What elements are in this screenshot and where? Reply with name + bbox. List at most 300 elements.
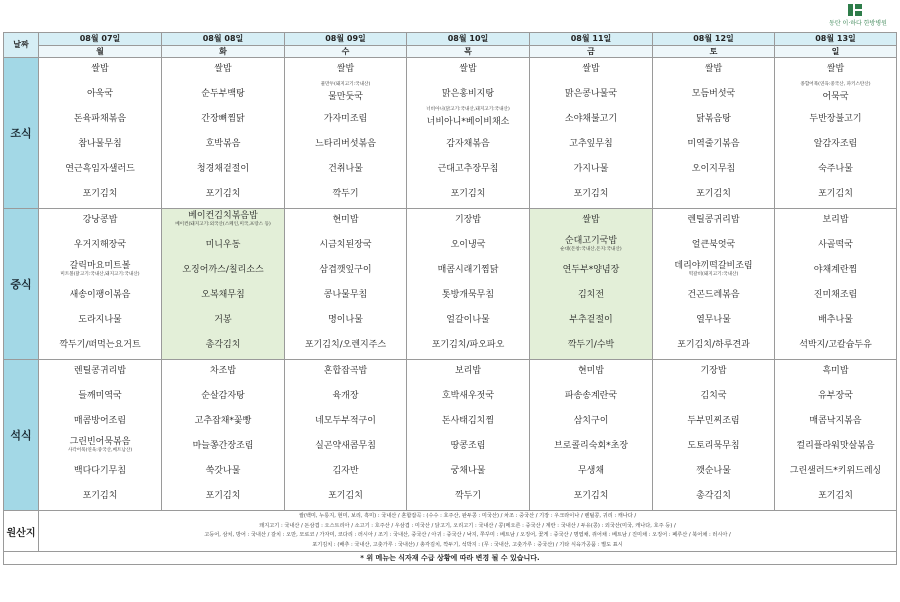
menu-item bbox=[530, 58, 652, 83]
menu-item bbox=[653, 234, 774, 259]
menu-item bbox=[285, 485, 406, 510]
dish-name: 쌀밥 bbox=[826, 64, 845, 74]
dish-name: 아욱국 bbox=[86, 89, 114, 99]
dish-name: 포기김치/오렌지주스 bbox=[304, 340, 387, 350]
menu-item bbox=[530, 309, 652, 334]
dish-name: 거봉 bbox=[214, 315, 232, 325]
dish-name: 기장밥 bbox=[454, 215, 482, 225]
menu-item bbox=[530, 334, 652, 359]
menu-item bbox=[39, 209, 161, 234]
menu-item bbox=[162, 334, 284, 359]
menu-item bbox=[407, 259, 529, 284]
dish-name: 쌀밥 bbox=[704, 64, 723, 74]
weekday-header-3: 목 bbox=[407, 46, 530, 58]
menu-item bbox=[775, 360, 896, 385]
dish-name: 미역줄기볶음 bbox=[687, 139, 740, 149]
menu-item bbox=[653, 284, 774, 309]
menu-item bbox=[775, 209, 896, 234]
dish-name: 마늘쫑간장조림 bbox=[192, 441, 254, 451]
menu-item bbox=[285, 309, 406, 334]
logo-mark-icon bbox=[848, 4, 862, 16]
menu-item bbox=[775, 485, 896, 510]
dish-origin-note: 너비아니(닭고기:국내산,돼지고기:국내산) bbox=[426, 107, 510, 112]
weekday-header-0: 월 bbox=[39, 46, 162, 58]
dish-name: 맑은홍비지탕 bbox=[441, 89, 495, 99]
menu-item bbox=[285, 385, 406, 410]
menu-item bbox=[407, 485, 529, 510]
menu-item bbox=[162, 158, 284, 183]
dish-name: 네모두부적구이 bbox=[315, 416, 376, 426]
menu-item bbox=[285, 460, 406, 485]
weekday-header-6: 일 bbox=[775, 46, 897, 58]
menu-cell bbox=[407, 58, 530, 209]
menu-item bbox=[285, 410, 406, 435]
dish-name: 우거지해장국 bbox=[73, 240, 127, 250]
menu-item bbox=[653, 209, 774, 234]
dish-name: 포기김치/파오파오 bbox=[431, 340, 505, 350]
menu-item bbox=[285, 234, 406, 259]
dish-name: 건곤드레볶음 bbox=[687, 290, 740, 300]
menu-item bbox=[407, 360, 529, 385]
dish-name: 매콤시래기찜닭 bbox=[437, 265, 499, 275]
menu-item bbox=[530, 259, 652, 284]
dish-name: 쌀밥 bbox=[336, 64, 355, 74]
dish-name: 가지나물 bbox=[573, 164, 609, 174]
dish-name: 닭볶음탕 bbox=[696, 114, 731, 124]
menu-item bbox=[653, 259, 774, 284]
dish-name: 차조밥 bbox=[209, 366, 237, 376]
menu-item bbox=[407, 83, 529, 108]
menu-item bbox=[162, 209, 284, 234]
date-header-row bbox=[4, 33, 897, 46]
menu-item bbox=[285, 83, 406, 108]
dish-name: 돈사태김치찜 bbox=[441, 416, 495, 426]
dish-name: 건취나물 bbox=[328, 164, 363, 174]
menu-item bbox=[653, 83, 774, 108]
menu-item bbox=[39, 385, 161, 410]
dish-name: 그린빈어묵볶음 bbox=[69, 437, 131, 447]
menu-item bbox=[407, 309, 529, 334]
dish-name: 쌀밥 bbox=[91, 64, 109, 74]
menu-item bbox=[653, 133, 774, 158]
dish-name: 물만둣국 bbox=[328, 92, 363, 102]
dish-name: 렌틸콩귀리밥 bbox=[687, 215, 740, 225]
dish-name: 고추잡채*꽃빵 bbox=[194, 416, 252, 426]
dish-name: 오복채무침 bbox=[201, 290, 245, 300]
menu-item bbox=[285, 209, 406, 234]
dish-name: 소야채불고기 bbox=[564, 114, 618, 124]
menu-cell bbox=[653, 360, 775, 511]
dish-name: 김치전 bbox=[577, 290, 605, 300]
menu-cell bbox=[162, 209, 285, 360]
menu-item bbox=[285, 259, 406, 284]
dish-name: 가자미조림 bbox=[323, 114, 368, 124]
menu-item bbox=[407, 435, 529, 460]
menu-item bbox=[407, 183, 529, 208]
menu-cell bbox=[162, 58, 285, 209]
menu-item bbox=[530, 83, 652, 108]
menu-item bbox=[39, 309, 161, 334]
menu-item bbox=[530, 108, 652, 133]
dish-name: 포기김치 bbox=[818, 189, 853, 199]
dish-name: 쌀밥 bbox=[582, 215, 600, 225]
menu-cell bbox=[285, 58, 407, 209]
menu-item bbox=[775, 284, 896, 309]
menu-item bbox=[39, 108, 161, 133]
notice-row bbox=[4, 552, 897, 565]
menu-item bbox=[39, 133, 161, 158]
dish-name: 쌀밥 bbox=[214, 64, 232, 74]
menu-item bbox=[162, 485, 284, 510]
menu-item bbox=[775, 234, 896, 259]
dish-name: 기장밥 bbox=[700, 366, 727, 376]
dish-name: 컬리플라워맛살볶음 bbox=[796, 441, 875, 451]
menu-item bbox=[530, 435, 652, 460]
menu-item bbox=[39, 435, 161, 460]
date-header-1: 08월 08일 bbox=[162, 33, 285, 46]
date-header-4: 08월 11일 bbox=[530, 33, 653, 46]
meal-menu-table bbox=[3, 32, 897, 565]
menu-item bbox=[39, 158, 161, 183]
dish-name: 브로콜리숙회*초장 bbox=[553, 441, 629, 451]
dish-name: 갈릭마요미트볼 bbox=[69, 261, 131, 271]
dish-name: 무생채 bbox=[577, 466, 605, 476]
dish-name: 현미밥 bbox=[577, 366, 605, 376]
dish-name: 연근흑임자샐러드 bbox=[65, 164, 135, 174]
dish-name: 베이컨김치볶음밥 bbox=[188, 211, 258, 221]
dish-name: 매콤방어조림 bbox=[73, 416, 127, 426]
dish-name: 궁채나물 bbox=[450, 466, 486, 476]
menu-item bbox=[285, 108, 406, 133]
dish-name: 매콤낙지볶음 bbox=[809, 416, 862, 426]
dish-origin-note: 미트볼(닭고기:국내산,돼지고기:국내산) bbox=[60, 272, 140, 277]
meal-label: 중식 bbox=[4, 209, 39, 360]
dish-name: 쑥갓나물 bbox=[205, 466, 241, 476]
menu-item bbox=[162, 259, 284, 284]
menu-item bbox=[39, 460, 161, 485]
menu-item bbox=[530, 410, 652, 435]
menu-item bbox=[285, 334, 406, 359]
menu-item bbox=[775, 460, 896, 485]
dish-name: 포기김치/하루견과 bbox=[677, 340, 750, 350]
dish-name: 포기김치 bbox=[818, 491, 853, 501]
origin-label: 원산지 bbox=[4, 511, 39, 552]
menu-item bbox=[530, 360, 652, 385]
dish-name: 강낭콩밥 bbox=[82, 215, 118, 225]
menu-item bbox=[407, 234, 529, 259]
dish-name: 연두부*양념장 bbox=[562, 265, 620, 275]
menu-item bbox=[653, 435, 774, 460]
dish-name: 포기김치 bbox=[573, 491, 609, 501]
dish-name: 알감자조림 bbox=[813, 139, 858, 149]
dish-origin-note: 떡갈비(돼지고기:국내산) bbox=[688, 272, 739, 277]
dish-name: 숙주나물 bbox=[818, 164, 853, 174]
dish-name: 순대고기국밥 bbox=[564, 236, 618, 246]
dish-name: 깍두기/떠먹는요거트 bbox=[59, 340, 141, 350]
menu-cell bbox=[530, 58, 653, 209]
dish-name: 호박볶음 bbox=[205, 139, 241, 149]
dish-name: 총각김치 bbox=[696, 491, 731, 501]
date-corner-label: 날짜 bbox=[4, 33, 39, 58]
origin-row bbox=[4, 511, 897, 552]
origin-line: 돼지고기 : 국내산 / 돈삼겹 : 오스트리아 / 소고기 : 호주산 / 우삼겹 : 미국산 / 닭고기, 오리고기 : 국내산 / 콩(메오른 : 중국산 / 계란 : 국내산 / 두유(콩) : 외국산(미국, 캐나다, 호주 등) / bbox=[259, 522, 676, 529]
menu-item bbox=[653, 410, 774, 435]
dish-name: 부추겉절이 bbox=[569, 315, 613, 325]
dish-name: 흑미밥 bbox=[822, 366, 849, 376]
menu-item bbox=[162, 234, 284, 259]
dish-name: 돈육파채볶음 bbox=[73, 114, 127, 124]
menu-cell bbox=[407, 360, 530, 511]
dish-origin-note: 종합어묵(연육:중국산, 파키스탄산) bbox=[800, 82, 871, 87]
menu-cell bbox=[407, 209, 530, 360]
dish-name: 포기김치 bbox=[328, 491, 363, 501]
menu-item bbox=[39, 183, 161, 208]
weekday-header-row bbox=[4, 46, 897, 58]
dish-name: 그린샐러드*키위드레싱 bbox=[789, 466, 882, 476]
weekday-header-1: 화 bbox=[162, 46, 285, 58]
dish-name: 삼치구이 bbox=[573, 416, 609, 426]
menu-item bbox=[407, 385, 529, 410]
dish-name: 석박지/고칼슘두유 bbox=[799, 340, 872, 350]
dish-name: 배추나물 bbox=[818, 315, 853, 325]
dish-name: 오이지무침 bbox=[691, 164, 736, 174]
dish-name: 김자반 bbox=[332, 466, 359, 476]
menu-item bbox=[653, 360, 774, 385]
menu-cell bbox=[39, 209, 162, 360]
origin-line: 고등어, 삼치, 방어 : 국내산 / 갈치 : 오만, 모로코 / 가자미, 코다리 : 러시아 / 조기 : 국내산, 중국산 / 아귀 : 중국산 / 낙지, 쭈꾸미 : 베트남 / 오징어, 꽃게 : 중국산 / 명엽채, 쥐어채 : 베트남 / 진미채 : 오징어 : 페루산 / 북어채 : 러시아 / bbox=[204, 532, 731, 538]
menu-item bbox=[653, 183, 774, 208]
dish-name: 미니우동 bbox=[205, 240, 241, 250]
menu-item bbox=[162, 284, 284, 309]
menu-item bbox=[775, 108, 896, 133]
menu-item bbox=[162, 410, 284, 435]
dish-name: 데리야끼떡갈비조림 bbox=[674, 261, 753, 271]
dish-name: 땅콩조림 bbox=[450, 441, 486, 451]
dish-name: 삼겹깻잎구이 bbox=[319, 265, 372, 275]
dish-name: 얼큰북엇국 bbox=[691, 240, 736, 250]
dish-name: 도라지나물 bbox=[78, 315, 122, 325]
dish-origin-note: 베이컨(돼지고기:외국산(스페인,미국,프랑스 등) bbox=[175, 222, 271, 227]
dish-name: 오이냉국 bbox=[450, 240, 486, 250]
meal-row-0 bbox=[4, 58, 897, 209]
date-header-5: 08월 12일 bbox=[653, 33, 775, 46]
dish-name: 열무나물 bbox=[696, 315, 731, 325]
dish-name: 순살감자탕 bbox=[201, 391, 245, 401]
menu-cell bbox=[775, 360, 897, 511]
dish-name: 사골떡국 bbox=[818, 240, 853, 250]
menu-item bbox=[285, 58, 406, 83]
menu-item bbox=[407, 460, 529, 485]
menu-item bbox=[775, 158, 896, 183]
menu-item bbox=[285, 158, 406, 183]
menu-item bbox=[407, 108, 529, 133]
menu-item bbox=[162, 108, 284, 133]
dish-name: 근대고추장무침 bbox=[437, 164, 499, 174]
menu-item bbox=[39, 58, 161, 83]
dish-name: 콩나물무침 bbox=[323, 290, 368, 300]
dish-name: 보리밥 bbox=[822, 215, 849, 225]
dish-name: 맑은콩나물국 bbox=[564, 89, 618, 99]
dish-name: 오징어까스/칠리소스 bbox=[182, 265, 264, 275]
menu-item bbox=[285, 360, 406, 385]
dish-name: 깻순나물 bbox=[696, 466, 731, 476]
dish-name: 파송송계란국 bbox=[564, 391, 618, 401]
dish-name: 실곤약새콤무침 bbox=[315, 441, 376, 451]
menu-cell bbox=[39, 360, 162, 511]
menu-item bbox=[530, 460, 652, 485]
meal-label: 석식 bbox=[4, 360, 39, 511]
menu-item bbox=[775, 334, 896, 359]
menu-item bbox=[39, 485, 161, 510]
date-header-0: 08월 07일 bbox=[39, 33, 162, 46]
meal-label: 조식 bbox=[4, 58, 39, 209]
menu-item bbox=[285, 284, 406, 309]
menu-cell bbox=[775, 58, 897, 209]
dish-name: 유부장국 bbox=[818, 391, 853, 401]
menu-item bbox=[162, 183, 284, 208]
date-header-6: 08월 13일 bbox=[775, 33, 897, 46]
menu-item bbox=[162, 309, 284, 334]
dish-name: 포기김치 bbox=[82, 491, 118, 501]
menu-cell bbox=[285, 360, 407, 511]
menu-item bbox=[775, 259, 896, 284]
dish-name: 현미밥 bbox=[332, 215, 359, 225]
menu-item bbox=[530, 183, 652, 208]
menu-cell bbox=[530, 360, 653, 511]
dish-name: 톳방개묵무침 bbox=[441, 290, 495, 300]
menu-item bbox=[775, 58, 896, 83]
menu-item bbox=[39, 234, 161, 259]
dish-name: 육개장 bbox=[332, 391, 359, 401]
dish-name: 깍두기 bbox=[332, 189, 359, 199]
dish-name: 깍두기 bbox=[454, 491, 482, 501]
menu-item bbox=[530, 485, 652, 510]
date-header-2: 08월 09일 bbox=[285, 33, 407, 46]
menu-item bbox=[407, 410, 529, 435]
dish-name: 순두부백탕 bbox=[201, 89, 245, 99]
menu-item bbox=[162, 133, 284, 158]
menu-item bbox=[162, 58, 284, 83]
dish-name: 모듬버섯국 bbox=[691, 89, 736, 99]
dish-name: 총각김치 bbox=[205, 340, 241, 350]
menu-item bbox=[407, 58, 529, 83]
menu-item bbox=[653, 334, 774, 359]
dish-name: 포기김치 bbox=[573, 189, 609, 199]
menu-cell bbox=[39, 58, 162, 209]
dish-name: 백다다기무침 bbox=[73, 466, 127, 476]
dish-name: 청경채겉절이 bbox=[196, 164, 250, 174]
dish-origin-note: 물만두(돼지고기:국내산) bbox=[320, 82, 371, 87]
dish-name: 포기김치 bbox=[82, 189, 118, 199]
dish-name: 쌀밥 bbox=[459, 64, 477, 74]
menu-item bbox=[653, 108, 774, 133]
menu-item bbox=[653, 158, 774, 183]
dish-origin-note: 순대(돈창:국내산,돈지:국내산) bbox=[560, 247, 622, 252]
menu-item bbox=[407, 133, 529, 158]
menu-item bbox=[530, 385, 652, 410]
menu-item bbox=[39, 284, 161, 309]
menu-item bbox=[775, 309, 896, 334]
hospital-logo bbox=[826, 4, 896, 28]
origin-line: 쌀(백미, 누룽지, 현미, 보리, 흑미) : 국내산 / 혼합잡곡 : (수수 : 호주산, 완두콩 : 미국산) / 차조 : 중국산 / 기장 : 우크라이나 / 렌틸콩, 귀리 : 캐나다 / bbox=[298, 513, 637, 519]
dish-name: 포기김치 bbox=[450, 189, 486, 199]
dish-name: 간장뼈찜닭 bbox=[201, 114, 245, 124]
menu-item bbox=[775, 385, 896, 410]
menu-item bbox=[775, 410, 896, 435]
menu-item bbox=[407, 334, 529, 359]
dish-origin-note: 사각어묵(연육:중국산,베트남산) bbox=[67, 448, 133, 453]
dish-name: 어묵국 bbox=[822, 92, 849, 102]
menu-item bbox=[162, 360, 284, 385]
dish-name: 진미채조림 bbox=[813, 290, 858, 300]
dish-name: 들깨미역국 bbox=[78, 391, 122, 401]
dish-name: 너비아니*베이비채소 bbox=[426, 117, 510, 127]
dish-name: 얼갈이나물 bbox=[446, 315, 490, 325]
menu-item bbox=[775, 83, 896, 108]
menu-item bbox=[407, 284, 529, 309]
menu-item bbox=[530, 234, 652, 259]
menu-item bbox=[653, 385, 774, 410]
menu-item bbox=[162, 385, 284, 410]
dish-name: 시금치된장국 bbox=[319, 240, 372, 250]
menu-item bbox=[530, 133, 652, 158]
dish-name: 감자채볶음 bbox=[446, 139, 490, 149]
menu-item bbox=[285, 133, 406, 158]
dish-name: 두반장불고기 bbox=[809, 114, 862, 124]
menu-change-notice: * 위 메뉴는 식자재 수급 상황에 따라 변경 될 수 있습니다. bbox=[4, 552, 897, 565]
date-header-3: 08월 10일 bbox=[407, 33, 530, 46]
dish-name: 깍두기/수박 bbox=[567, 340, 615, 350]
menu-item bbox=[407, 158, 529, 183]
menu-item bbox=[775, 183, 896, 208]
dish-name: 고추잎무침 bbox=[569, 139, 613, 149]
menu-item bbox=[39, 360, 161, 385]
weekday-header-5: 토 bbox=[653, 46, 775, 58]
menu-item bbox=[285, 435, 406, 460]
menu-cell bbox=[530, 209, 653, 360]
menu-item bbox=[39, 410, 161, 435]
menu-item bbox=[407, 209, 529, 234]
menu-item bbox=[775, 435, 896, 460]
menu-item bbox=[285, 183, 406, 208]
dish-name: 포기김치 bbox=[205, 189, 241, 199]
menu-item bbox=[162, 435, 284, 460]
origin-line: 포기김치 : (배추 : 국내산, 고춧가루 : 국내산) / 총각김치, 깍두기, 석박지 : (무 : 국내산, 고춧가루 : 중국산) / 기타 식육가공품 : 별도 표시 bbox=[312, 541, 623, 548]
menu-item bbox=[653, 309, 774, 334]
menu-item bbox=[775, 133, 896, 158]
dish-name: 도토리묵무침 bbox=[687, 441, 740, 451]
dish-name: 혼합잡곡밥 bbox=[323, 366, 368, 376]
weekday-header-2: 수 bbox=[285, 46, 407, 58]
menu-cell bbox=[775, 209, 897, 360]
dish-name: 보리밥 bbox=[454, 366, 482, 376]
dish-name: 렌틸콩귀리밥 bbox=[73, 366, 127, 376]
weekday-header-4: 금 bbox=[530, 46, 653, 58]
dish-name: 포기김치 bbox=[696, 189, 731, 199]
menu-item bbox=[530, 209, 652, 234]
dish-name: 김치국 bbox=[700, 391, 727, 401]
logo-text: 동탄 이·하다 한방병원 bbox=[829, 20, 887, 27]
menu-item bbox=[39, 259, 161, 284]
menu-cell bbox=[653, 58, 775, 209]
menu-item bbox=[162, 460, 284, 485]
meal-row-1 bbox=[4, 209, 897, 360]
menu-cell bbox=[653, 209, 775, 360]
dish-name: 두부민찌조림 bbox=[687, 416, 740, 426]
menu-item bbox=[162, 83, 284, 108]
menu-item bbox=[39, 83, 161, 108]
menu-item bbox=[653, 58, 774, 83]
